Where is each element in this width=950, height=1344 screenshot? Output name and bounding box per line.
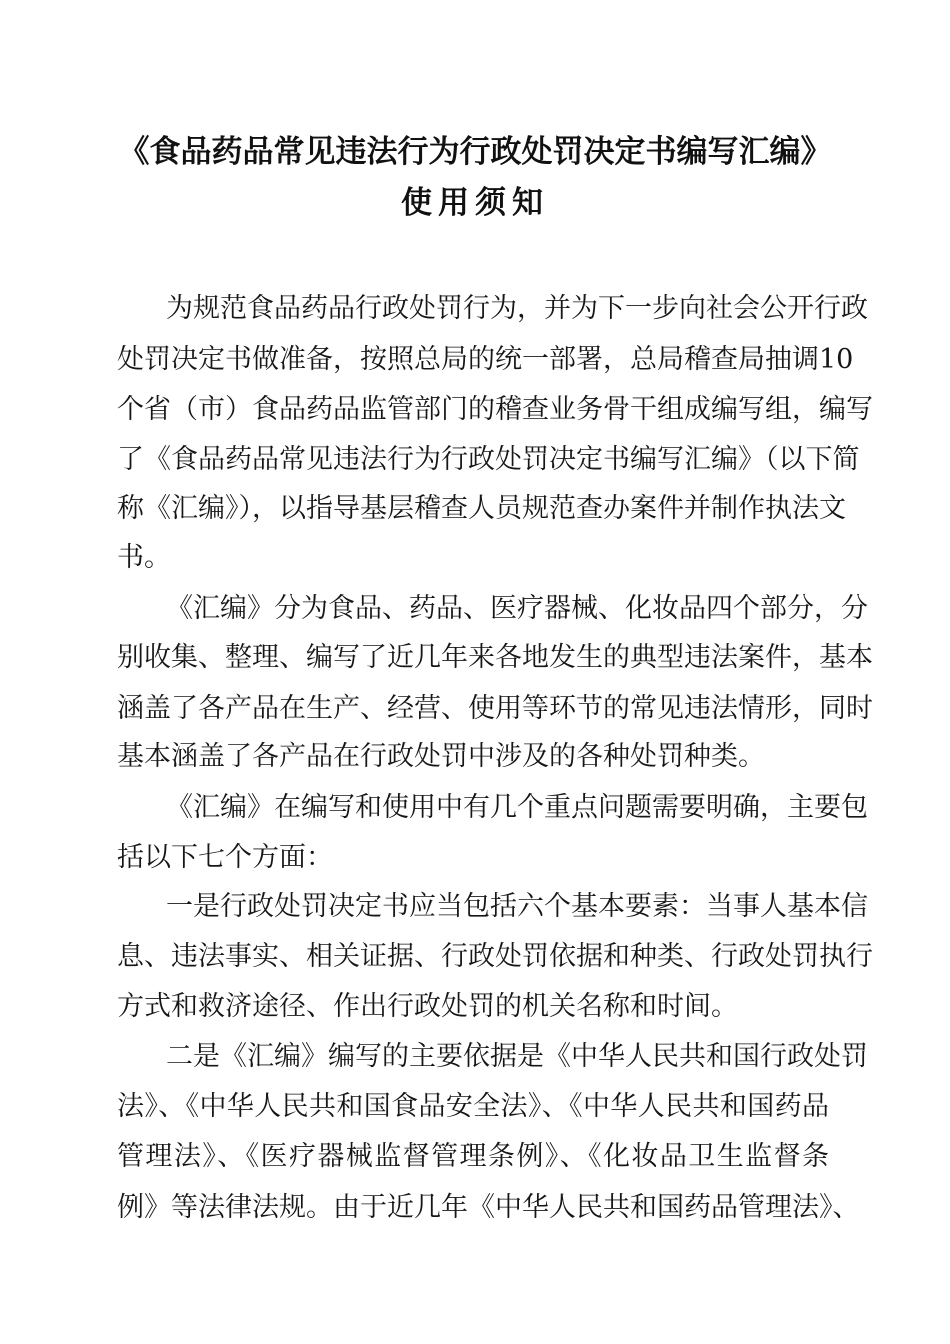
document-subtitle: 使用须知: [401, 185, 549, 221]
paragraph-1-line-2: 处罚决定书做准备，按照总局的统一部署，总局稽查局抽调10: [117, 344, 854, 375]
paragraph-3-line-1: 《汇编》在编写和使用中有几个重点问题需要明确，主要包: [166, 792, 868, 823]
paragraph-5-line-4: 例》等法律法规。由于近几年《中华人民共和国药品管理法》、: [117, 1192, 860, 1223]
paragraph-1-line-4: 了《食品药品常见违法行为行政处罚决定书编写汇编》（以下简: [117, 444, 860, 475]
paragraph-1-line-5: 称《汇编》），以指导基层稽查人员规范查办案件并制作执法文: [117, 493, 846, 524]
paragraph-2-line-3: 涵盖了各产品在生产、经营、使用等环节的常见违法情形，同时: [117, 693, 873, 724]
document-title: 《食品药品常见违法行为行政处罚决定书编写汇编》: [118, 134, 832, 170]
paragraph-4-line-3: 方式和救济途径、作出行政处罚的机关名称和时间。: [117, 991, 738, 1022]
paragraph-3-line-2: 括以下七个方面：: [117, 842, 333, 873]
paragraph-4-line-1: 一是行政处罚决定书应当包括六个基本要素：当事人基本信: [166, 891, 868, 922]
paragraph-1-line-3: 个省（市）食品药品监管部门的稽查业务骨干组成编写组，编写: [117, 394, 873, 425]
paragraph-1-line-1: 为规范食品药品行政处罚行为，并为下一步向社会公开行政: [166, 293, 868, 324]
paragraph-1-line-6: 书。: [117, 542, 171, 573]
paragraph-5-line-2: 法》、《中华人民共和国食品安全法》、《中华人民共和国药品: [117, 1091, 829, 1122]
paragraph-4-line-2: 息、违法事实、相关证据、行政处罚依据和种类、行政处罚执行: [117, 941, 873, 972]
paragraph-2-line-4: 基本涵盖了各产品在行政处罚中涉及的各种处罚种类。: [117, 741, 765, 772]
paragraph-2-line-2: 别收集、整理、编写了近几年来各地发生的典型违法案件，基本: [117, 642, 873, 673]
paragraph-5-line-3: 管理法》、《医疗器械监督管理条例》、《化妆品卫生监督条: [117, 1141, 829, 1172]
paragraph-2-line-1: 《汇编》分为食品、药品、医疗器械、化妆品四个部分，分: [166, 593, 868, 624]
paragraph-5-line-1: 二是《汇编》编写的主要依据是《中华人民共和国行政处罚: [166, 1041, 868, 1072]
